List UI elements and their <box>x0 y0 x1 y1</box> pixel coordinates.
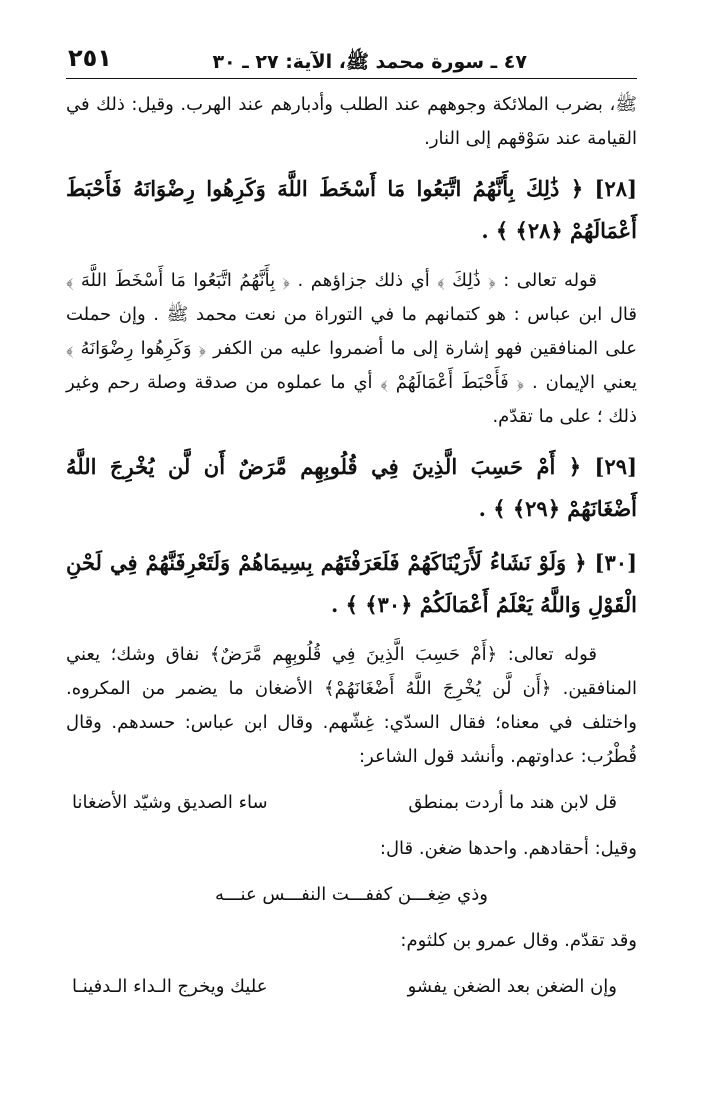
poem-verse-3-second-hemistich: عليك ويخرج الـداء الـدفينـا <box>72 976 268 997</box>
poem-verse-2: وذي ضِغـــن كففـــت النفـــس عنـــه <box>215 884 488 905</box>
verse-30: [٣٠] ﴿ وَلَوْ نَشَاءُ لَأَرَيْنَاكَهُمْ فَلَعَرَفْتَهُم بِسِيمَاهُمْ وَلَتَعْرِفَنَّهُمْ فِي لَحْنِ الْقَوْلِ وَاللَّهُ يَعْلَمُ أَعْمَالَكُمْ ﴿٣٠﴾ ﴾ . <box>66 550 637 617</box>
page-number: ٢٥١ <box>68 44 112 72</box>
verse-28: [٢٨] ﴿ ذَٰلِكَ بِأَنَّهُمُ اتَّبَعُوا مَا أَسْخَطَ اللَّهَ وَكَرِهُوا رِضْوَانَهُ فَأَحْبَطَ أَعْمَالَهُمْ ﴿٢٨﴾ ﴾ . <box>66 176 637 243</box>
page-body <box>66 88 637 1016</box>
paragraph-continuation: ﷺ، بضرب الملائكة وجوههم عند الطلب وأدبارهم عند الهرب. وقيل: ذلك في القيامة عند سَوْقهم إلى النار. <box>66 94 637 149</box>
line-after-poem-2: وقد تقدّم. وقال عمرو بن كلثوم: <box>400 930 637 951</box>
page-header <box>66 42 637 79</box>
line-after-poem-1: وقيل: أحقادهم. واحدها ضغن. قال: <box>379 838 637 859</box>
poem-verse-3-first-hemistich: وإن الضغن بعد الضغن يفشو <box>407 976 617 997</box>
poem-verse-1 <box>66 786 637 820</box>
poem-verse-1-first-hemistich: قل لابن هند ما أردت بمنطق <box>408 792 617 813</box>
running-title: ٤٧ ـ سورة محمد ﷺ، الآية: ٢٧ ـ ٣٠ <box>212 51 527 73</box>
poem-verse-1-second-hemistich: ساء الصديق وشيّد الأضغانا <box>72 792 268 813</box>
commentary-29-30: قوله تعالى: ﴿أَمْ حَسِبَ الَّذِينَ فِي قُلُوبِهِم مَّرَضٌ﴾ نفاق وشك؛ يعني المنافقين. ﴿أَن لَّن يُخْرِجَ اللَّهُ أَضْغَانَهُمْ﴾ الأضغان ما يضمر من المكروه. واختلف في معناه؛ فقال السدّي: غِشّهم. وقال ابن عباس: حسدهم. وقال قُطْرُب: عداوتهم. وأنشد قول الشاعر: <box>66 644 637 767</box>
verse-29: [٢٩] ﴿ أَمْ حَسِبَ الَّذِينَ فِي قُلُوبِهِم مَّرَضٌ أَن لَّن يُخْرِجَ اللَّهُ أَضْغَانَهُمْ ﴿٢٩﴾ ﴾ . <box>66 454 637 521</box>
poem-verse-3 <box>66 970 637 1004</box>
commentary-28: قوله تعالى : ﴿ ذَٰلِكَ ﴾ أي ذلك جزاؤهم . ﴿ بِأَنَّهُمُ اتَّبَعُوا مَا أَسْخَطَ اللَّهَ ﴾ قال ابن عباس : هو كتمانهم ما في التوراة من نعت محمد ﷺ . وإن حملت على المنافقين فهو إشارة إلى ما أضمروا عليه من الكفر ﴿ وَكَرِهُوا رِضْوَانَهُ ﴾ يعني الإيمان . ﴿ فَأَحْبَطَ أَعْمَالَهُمْ ﴾ أي ما عملوه من صدقة وصلة رحم وغير ذلك ؛ على ما تقدّم. <box>66 270 637 427</box>
